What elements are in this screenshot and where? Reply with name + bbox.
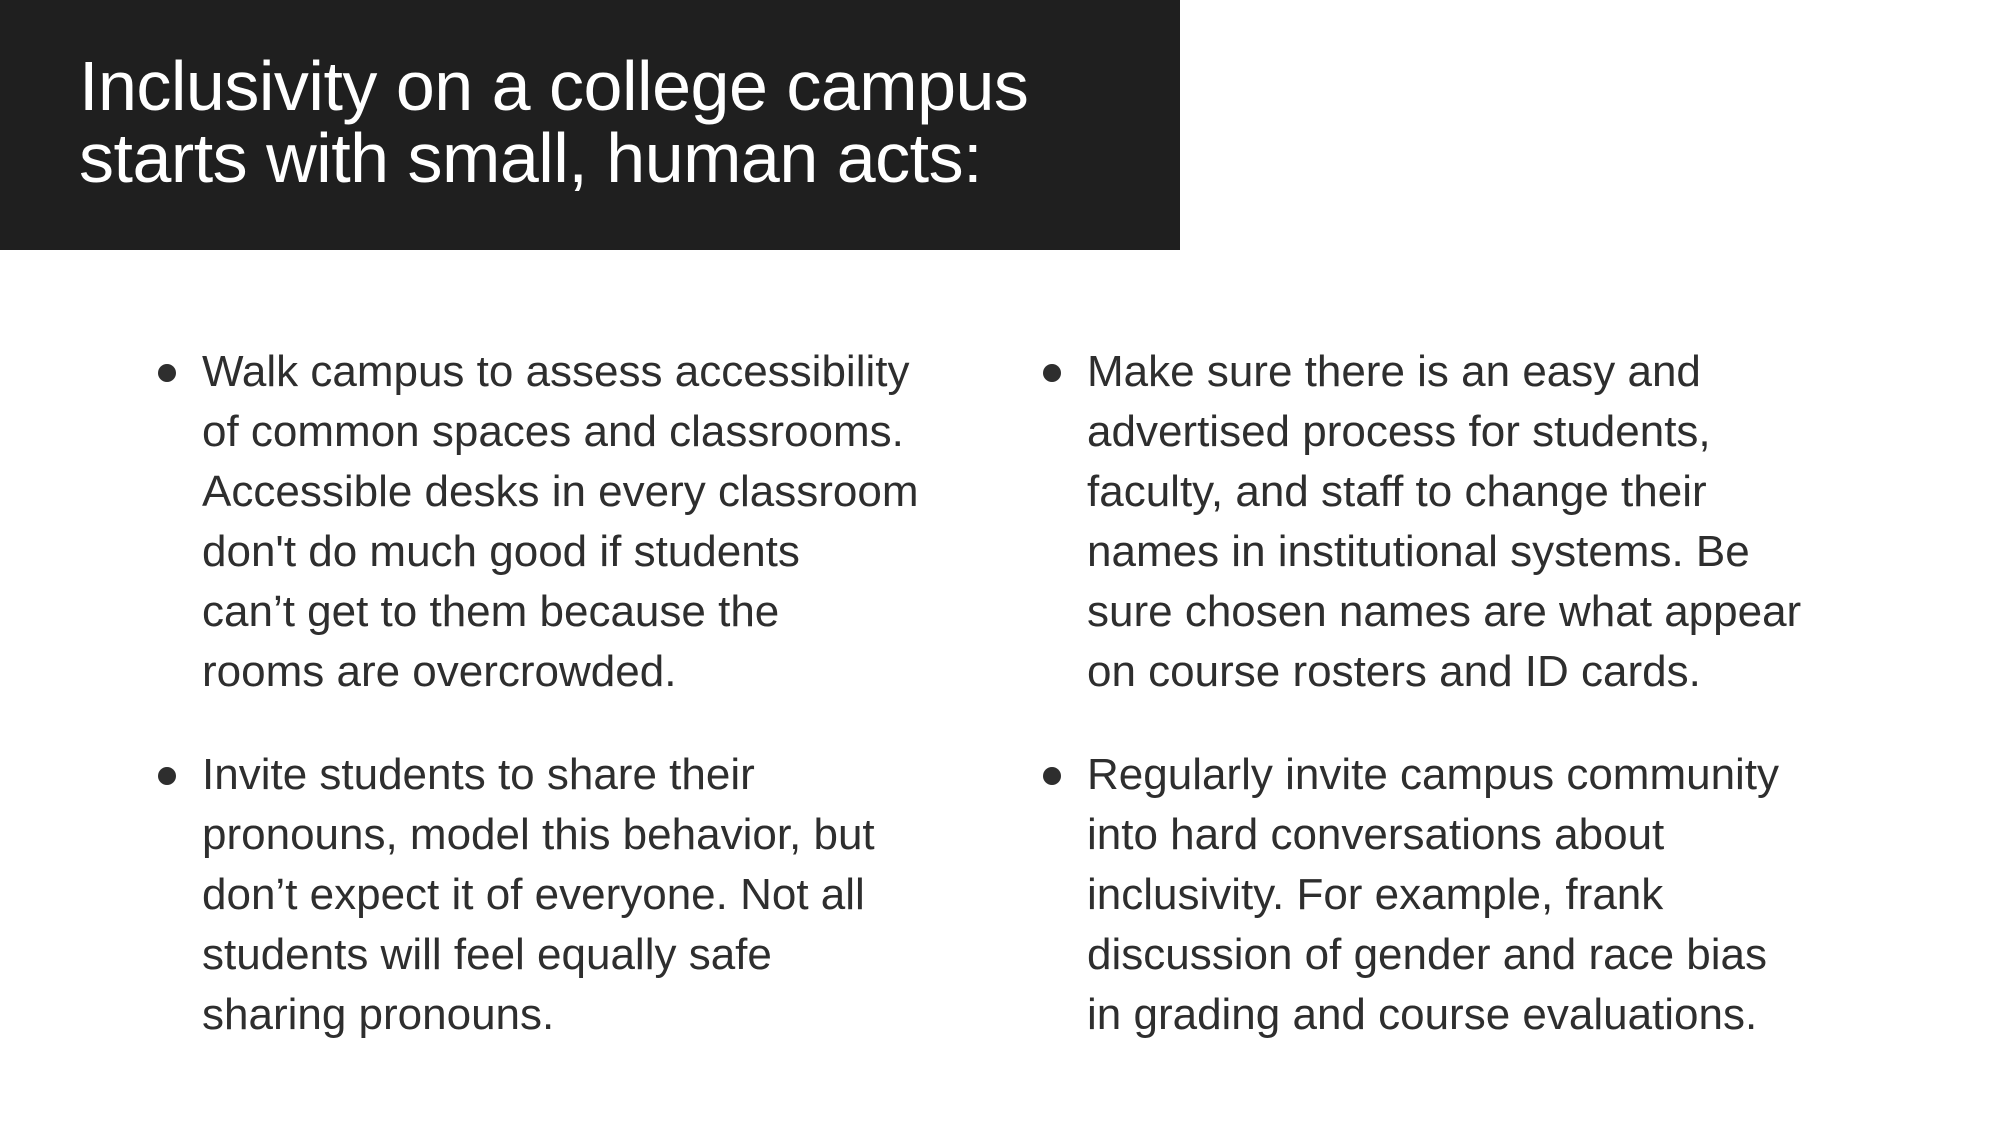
bullet-line: don’t expect it of everyone. Not all (202, 870, 865, 919)
bullet-line: sharing pronouns. (202, 990, 555, 1039)
bullet-dot-icon (158, 767, 176, 785)
bullet-line: Accessible desks in every classroom (202, 467, 919, 516)
right-bullet-column (1035, 342, 1835, 1088)
bullet-pronouns (150, 745, 950, 1045)
bullet-dot-icon (158, 364, 176, 382)
bullet-line: into hard conversations about (1087, 810, 1665, 859)
slide-title (79, 47, 1159, 197)
bullet-line: sure chosen names are what appear (1087, 587, 1802, 636)
bullet-line: advertised process for students, (1087, 407, 1711, 456)
bullet-line: don't do much good if students (202, 527, 800, 576)
bullet-name-change (1035, 342, 1835, 702)
bullet-line: pronouns, model this behavior, but (202, 810, 875, 859)
bullet-line: inclusivity. For example, frank (1087, 870, 1664, 919)
title-band (0, 0, 1180, 250)
bullet-line: rooms are overcrowded. (202, 647, 677, 696)
bullet-dot-icon (1043, 364, 1061, 382)
bullet-line: Invite students to share their (202, 750, 755, 799)
bullet-line: Make sure there is an easy and (1087, 347, 1701, 396)
bullet-line: Walk campus to assess accessibility (202, 347, 910, 396)
bullet-line: faculty, and staff to change their (1087, 467, 1707, 516)
bullet-line: students will feel equally safe (202, 930, 772, 979)
bullet-line: of common spaces and classrooms. (202, 407, 904, 456)
bullet-accessibility (150, 342, 950, 702)
bullet-line: in grading and course evaluations. (1087, 990, 1758, 1039)
bullet-line: names in institutional systems. Be (1087, 527, 1750, 576)
bullet-dot-icon (1043, 767, 1061, 785)
slide-title-line: Inclusivity on a college campus (79, 47, 1029, 125)
bullet-line: can’t get to them because the (202, 587, 780, 636)
bullet-hard-conversations (1035, 745, 1835, 1045)
bullet-line: Regularly invite campus community (1087, 750, 1780, 799)
bullet-line: discussion of gender and race bias (1087, 930, 1767, 979)
left-bullet-column (150, 342, 950, 1088)
bullet-line: on course rosters and ID cards. (1087, 647, 1701, 696)
slide-title-line: starts with small, human acts: (79, 119, 983, 197)
